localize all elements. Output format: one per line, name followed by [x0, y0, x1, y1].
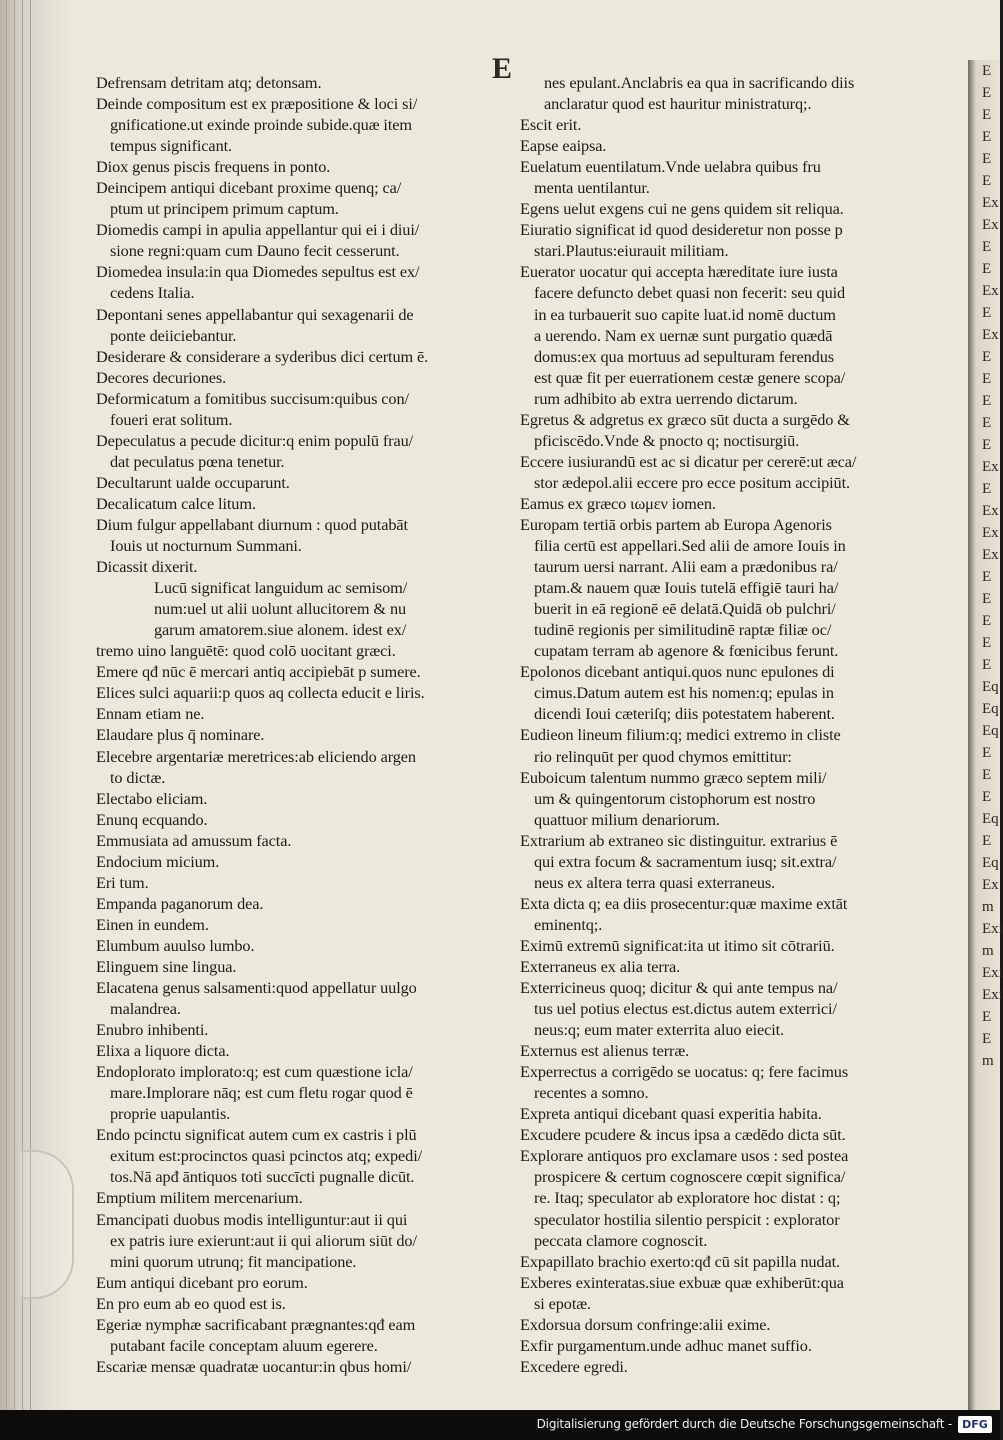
- page-signature-mark: E: [492, 52, 513, 85]
- text-line: Deincipem antiqui dicebant proxime quenq; ca/: [96, 178, 402, 198]
- text-line: Dium fulgur appellabant diurnum : quod putabāt: [96, 514, 408, 534]
- facing-page-fragment: E: [982, 437, 992, 453]
- text-line: taurum uersi narrant. Alii eam a prædonibus ra/: [534, 557, 838, 577]
- text-line: Exdorsua dorsum confringe:alii exime.: [520, 1314, 771, 1334]
- text-line: Emancipati duobus modis intelliguntur:aut ii qui: [96, 1209, 408, 1229]
- facing-page-fragment: Eq: [982, 679, 999, 695]
- text-line: Europam tertiā orbis partem ab Europa Agenoris: [520, 514, 832, 534]
- text-line: Diomedea insula:in qua Diomedes sepultus est ex/: [96, 262, 420, 282]
- facing-page-fragment: Ex: [982, 195, 999, 211]
- text-line: Euelatum euentilatum.Vnde uelabra quibus fru: [520, 157, 821, 177]
- text-line: Eiuratio significat id quod desideretur non posse p: [520, 220, 843, 240]
- text-line: Iouis ut nocturnum Summani.: [110, 536, 302, 556]
- text-line: Epolonos dicebant antiqui.quos nunc epulones di: [520, 662, 835, 682]
- text-line: Elaudare plus q̄ nominare.: [96, 725, 265, 745]
- text-line: Escariæ mensæ quadratæ uocantur:in qbus homi/: [96, 1356, 412, 1376]
- text-line: Enunq ecquando.: [96, 809, 208, 829]
- text-line: Emere qđ nūc ē mercari antiq accipiebāt p sumere.: [96, 662, 421, 682]
- facing-page-fragment: E: [982, 107, 992, 123]
- text-line: dat peculatus pœna tenetur.: [110, 451, 285, 471]
- facing-page-text: [980, 60, 1003, 1400]
- text-line: tremo uino languētē: quod colō uocitant græci.: [96, 641, 396, 661]
- text-line: Deinde compositum est ex præpositione & loci si/: [96, 94, 418, 114]
- facing-page-fragment: E: [982, 173, 992, 189]
- footer-bar: [0, 1410, 1000, 1440]
- text-line: recentes a somno.: [534, 1083, 649, 1103]
- facing-page-fragment: Eq: [982, 701, 999, 717]
- funding-notice: Digitalisierung gefördert durch die Deutsche Forschungsgemeinschaft -: [536, 1417, 952, 1431]
- text-line: putabant facile conceptam aluum egerere.: [110, 1335, 378, 1355]
- text-line: Eximū extremū significat:ita ut itimo sit cōtrariū.: [520, 935, 835, 955]
- text-line: pficiscēdo.Vnde & pnocto q; noctisurgiū.: [534, 430, 800, 450]
- text-line: Defrensam detritam atq; detonsam.: [96, 73, 322, 92]
- text-line: Endo pcinctu significat autem cum ex castris i plū: [96, 1125, 417, 1145]
- text-line: ponte deiiciebantur.: [110, 325, 237, 345]
- text-line: Einen in eundem.: [96, 914, 209, 934]
- text-line: in ea turbauerit suo capite luat.id nomē ductum: [534, 304, 836, 324]
- text-line: sione regni:quam cum Dauno fecit cesserunt.: [110, 241, 400, 261]
- text-line: Elumbum auulso lumbo.: [96, 935, 255, 955]
- text-line: neus:q; eum mater exterrita aluo eiecit.: [534, 1020, 785, 1040]
- facing-page-fragment: Ex: [982, 459, 999, 475]
- text-line: Eum antiqui dicebant pro eorum.: [96, 1272, 308, 1292]
- text-line: Explorare antiquos pro exclamare usos : sed postea: [520, 1146, 849, 1166]
- text-line: prospicere & certum cognoscere cœpit significa/: [534, 1167, 846, 1187]
- text-line: tudinē regionis per similitudinē raptæ filiæ oc/: [534, 620, 832, 640]
- text-line: Expapillato brachio exerto:qđ cū sit papilla nudat.: [520, 1251, 840, 1271]
- text-line: Elices sulci aquarii:p quos aq collecta educit e liris.: [96, 683, 425, 703]
- text-line: stor ædepol.alii eccere pro ecce positum accipiūt.: [534, 472, 850, 492]
- text-line: rum adhibito ab extra uerrendo dictarum.: [534, 388, 798, 408]
- text-line: Dicassit dixerit.: [96, 557, 198, 577]
- facing-page-fragment: E: [982, 85, 992, 101]
- text-line: stari.Plautus:eiurauit militiam.: [534, 241, 729, 261]
- facing-page-fragment: Exi: [982, 921, 1003, 937]
- facing-page-fragment: E: [982, 371, 992, 387]
- text-line: peccata clamore cognoscit.: [534, 1230, 708, 1250]
- text-line: dicendi Ioui cæteriſq; diis potestatem haberent.: [534, 704, 835, 724]
- dfg-logo: DFG: [958, 1416, 992, 1433]
- text-line: ptam.& nauem quæ Iouis tutelā effigiē tauri ha/: [534, 578, 839, 598]
- text-line: buerit in eā regionē eē delatā.Quidā ob pulchri/: [534, 599, 836, 619]
- text-line: Empanda paganorum dea.: [96, 893, 264, 913]
- text-line: Extrarium ab extraneo sic distinguitur. extrarius ē: [520, 830, 838, 850]
- text-line: garum amatorem.siue alonem. idest ex/: [154, 620, 407, 640]
- text-line: Emmusiata ad amussum facta.: [96, 830, 292, 850]
- text-line: quattuor milium denariorum.: [534, 809, 720, 829]
- text-line: Endocium micium.: [96, 851, 220, 871]
- text-line: Excudere pcudere & incus ipsa a cædēdo dicta sūt.: [520, 1125, 846, 1145]
- text-line: Deformicatum a fomitibus succisum:quibus con/: [96, 388, 409, 408]
- text-line: Exfir purgamentum.unde adhuc manet suffio.: [520, 1335, 812, 1355]
- text-line: tempus significant.: [110, 136, 232, 156]
- facing-page-fragment: E: [982, 657, 992, 673]
- facing-page-fragment: E: [982, 151, 992, 167]
- text-line: ex patris iure exierunt:aut ii qui aliorum siūt do/: [110, 1230, 417, 1250]
- facing-page-fragment: E: [982, 591, 992, 607]
- facing-page-fragment: E: [982, 261, 992, 277]
- text-line: foueri erat solitum.: [110, 409, 233, 429]
- text-line: proprie uapulantis.: [110, 1104, 231, 1124]
- facing-page-fragment: Exi: [982, 987, 1003, 1003]
- facing-page-fragment: Ex: [982, 525, 999, 541]
- text-line: eminentq;.: [534, 914, 603, 934]
- text-line: mini quorum utrunq; fit mancipatione.: [110, 1251, 357, 1271]
- text-line: qui extra focum & sacramentum iusq; sit.extra/: [534, 851, 837, 871]
- right-text-column: [520, 72, 924, 1377]
- text-line: anclaratur quod est hauritur ministraturq;.: [544, 94, 812, 114]
- text-line: Exberes exinteratas.siue exbuæ quæ exhiberūt:qua: [520, 1272, 844, 1292]
- facing-page-fragment: E: [982, 745, 992, 761]
- text-line: Euerator uocatur qui accepta hæreditate iure iusta: [520, 262, 838, 282]
- facing-page-fragment: Eq: [982, 811, 999, 827]
- text-line: Enubro inhibenti.: [96, 1020, 209, 1040]
- text-line: Diox genus piscis frequens in ponto.: [96, 157, 331, 177]
- facing-page-fragment: Ex: [982, 327, 999, 343]
- text-line: Eapse eaipsa.: [520, 136, 607, 156]
- text-line: Decores decuriones.: [96, 367, 227, 387]
- text-line: Ennam etiam ne.: [96, 704, 205, 724]
- text-line: neus ex altera terra quasi exterraneus.: [534, 872, 776, 892]
- text-line: Exterraneus ex alia terra.: [520, 956, 681, 976]
- text-line: Eri tum.: [96, 872, 149, 892]
- text-line: Elacatena genus salsamenti:quod appellatur uulgo: [96, 978, 417, 998]
- text-line: speculator hostilia silentio perspicit : explorator: [534, 1209, 840, 1229]
- text-line: menta uentilantur.: [534, 178, 650, 198]
- facing-page-fragment: E: [982, 613, 992, 629]
- text-line: rio relinquūt per quod chymos emittitur:: [534, 746, 792, 766]
- facing-page-fragment: Ex: [982, 503, 999, 519]
- text-line: malandrea.: [110, 999, 181, 1019]
- facing-page-fragment: E: [982, 833, 992, 849]
- page-clip: [20, 1150, 74, 1299]
- text-line: En pro eum ab eo quod est is.: [96, 1293, 286, 1313]
- text-line: Egens uelut exgens cui ne gens quidem sit reliqua.: [520, 199, 844, 219]
- text-line: Expreta antiqui dicebant quasi experitia habita.: [520, 1104, 822, 1124]
- facing-page-fragment: E: [982, 1009, 992, 1025]
- text-line: Externus est alienus terræ.: [520, 1041, 690, 1061]
- facing-page-fragment: E: [982, 481, 992, 497]
- text-line: domus:ex qua mortuus ad sepulturam ferendus: [534, 346, 835, 366]
- facing-page-fragment: Ex: [982, 547, 999, 563]
- facing-page-fragment: E: [982, 63, 992, 79]
- facing-page-fragment: Eq: [982, 855, 999, 871]
- text-line: Electabo eliciam.: [96, 788, 208, 808]
- text-line: Depontani senes appellabantur qui sexagenarii de: [96, 304, 414, 324]
- text-line: Eccere iusiurandū est ac si dicatur per cererē:ut æca/: [520, 451, 857, 471]
- text-line: est quæ fit per euerrationem cestæ genere scopa/: [534, 367, 846, 387]
- text-line: Egeriæ nymphæ sacrificabant prægnantes:qđ eam: [96, 1314, 416, 1334]
- text-line: nes epulant.Anclabris ea qua in sacrificando diis: [544, 73, 855, 92]
- facing-page-fragment: Exi: [982, 965, 1003, 981]
- text-line: Eamus ex græco ιωμεν iomen.: [520, 493, 716, 513]
- text-line: gnificatione.ut exinde proinde subide.quæ item: [110, 115, 412, 135]
- text-line: ptum ut principem primum captum.: [110, 199, 339, 219]
- text-line: si epotæ.: [534, 1293, 591, 1313]
- facing-page-fragment: E: [982, 569, 992, 585]
- text-line: Lucū significat languidum ac semisom/: [154, 578, 408, 598]
- text-line: cupatam terram ab agenore & fœnicibus ferunt.: [534, 641, 839, 661]
- facing-page-fragment: E: [982, 129, 992, 145]
- text-line: cimus.Datum autem est his nomen:q; epulas in: [534, 683, 834, 703]
- facing-page-fragment: E: [982, 305, 992, 321]
- text-line: Decalicatum calce litum.: [96, 493, 256, 513]
- text-line: tus uel potius electus est.dictus autem exterrici/: [534, 999, 837, 1019]
- text-line: Egretus & adgretus ex græco sūt ducta a surgēdo &: [520, 409, 850, 429]
- text-line: Excedere egredi.: [520, 1356, 628, 1376]
- text-line: Exta dicta q; ea diis prosecentur:quæ maxime extāt: [520, 893, 848, 913]
- text-line: Elixa a liquore dicta.: [96, 1041, 230, 1061]
- facing-page-fragment: E: [982, 767, 992, 783]
- facing-page-fragment: Ex: [982, 217, 999, 233]
- text-line: exitum est:procinctos quasi pcinctos atq; expedi/: [110, 1146, 423, 1166]
- facing-page-fragment: Eq: [982, 723, 999, 739]
- text-line: Desiderare & considerare a syderibus dici certum ē.: [96, 346, 429, 366]
- text-line: a uerendo. Nam ex uernæ sunt purgatio quædā: [534, 325, 833, 345]
- text-line: Emptium militem mercenarium.: [96, 1188, 303, 1208]
- facing-page-fragment: m: [982, 1053, 994, 1069]
- text-line: Depeculatus a pecude dicitur:q enim populū frau/: [96, 430, 414, 450]
- facing-page-fragment: E: [982, 1031, 992, 1047]
- facing-page-fragment: E: [982, 393, 992, 409]
- text-line: cedens Italia.: [110, 283, 195, 303]
- facing-page-fragment: E: [982, 789, 992, 805]
- text-line: facere defuncto debet quasi non fecerit: seu quid: [534, 283, 846, 303]
- text-line: Eudieon lineum filium:q; medici extremo in cliste: [520, 725, 841, 745]
- facing-page-fragment: m: [982, 943, 994, 959]
- facing-page-fragment: m: [982, 899, 994, 915]
- text-line: num:uel ut alii uolunt allucitorem & nu: [154, 599, 407, 619]
- text-line: Diomedis campi in apulia appellantur qui ei i diui/: [96, 220, 420, 240]
- text-line: re. Itaq; speculator ab exploratore hoc distat : q;: [534, 1188, 841, 1208]
- text-line: tos.Nā apđ āntiquos toti succīcti pugnalle dicūt.: [110, 1167, 415, 1187]
- facing-page-fragment: E: [982, 239, 992, 255]
- facing-page-fragment: E: [982, 415, 992, 431]
- text-line: Elecebre argentariæ meretrices:ab eliciendo argen: [96, 746, 416, 766]
- facing-page-fragment: E: [982, 635, 992, 651]
- text-line: Experrectus a corrigēdo se uocatus: q; fere facimus: [520, 1062, 849, 1082]
- text-line: Exterricineus quoq; dicitur & qui ante tempus na/: [520, 978, 838, 998]
- text-line: Decultarunt ualde occuparunt.: [96, 472, 290, 492]
- left-text-column: [96, 72, 496, 1377]
- text-line: to dictæ.: [110, 767, 166, 787]
- facing-page-fragment: Ex: [982, 877, 999, 893]
- text-line: Escit erit.: [520, 115, 582, 135]
- text-line: Euboicum talentum nummo græco septem mili/: [520, 767, 827, 787]
- text-line: filia certū est appellari.Sed alii de amore Iouis in: [534, 536, 846, 556]
- facing-page-fragment: Ex: [982, 283, 999, 299]
- text-line: um & quingentorum cistophorum est nostro: [534, 788, 816, 808]
- text-line: Elinguem sine lingua.: [96, 956, 237, 976]
- facing-page-fragment: E: [982, 349, 992, 365]
- text-line: mare.Implorare nāq; est cum fletu rogar quod ē: [110, 1083, 413, 1103]
- text-line: Endoplorato implorato:q; est cum quæstione icla/: [96, 1062, 413, 1082]
